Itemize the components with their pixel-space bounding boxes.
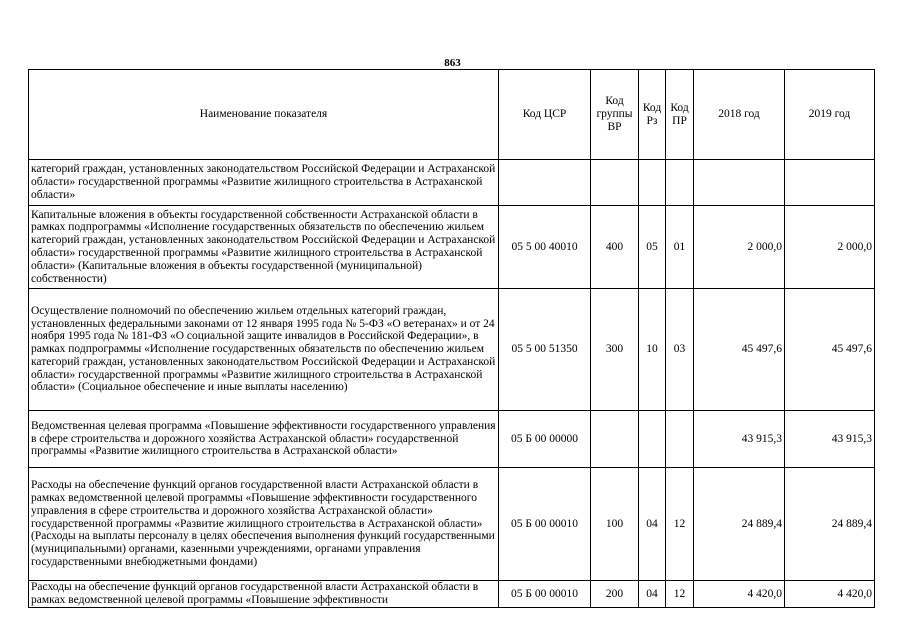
row-pr — [666, 411, 694, 468]
row-name: Капитальные вложения в объекты государственной собственности Астраханской области в рамках подпрограммы «Исполнение государственных обязательств по обеспечению жильем категорий граждан, установленных законодательством Российской Федерации и Астраханской области» государственной программы «Развитие жилищного строительства в Астраханской области» (Капитальные вложения в объекты государственной (муниципальной) собственности) — [29, 206, 499, 289]
header-2018: 2018 год — [694, 70, 785, 160]
row-name: Расходы на обеспечение функций органов государственной власти Астраханской области в рамках ведомственной целевой программы «Повышение эффективности — [29, 581, 499, 608]
row-vr — [591, 411, 639, 468]
row-csr: 05 Б 00 00010 — [499, 581, 591, 608]
row-name: Ведомственная целевая программа «Повышение эффективности государственного управления в сфере строительства и дорожного хозяйства Астраханской области» государственной программы «Развитие жилищного строительства в Астраханской области» — [29, 411, 499, 468]
table-header-row — [29, 70, 875, 160]
table-row — [29, 160, 875, 206]
row-rz — [639, 160, 666, 206]
row-pr: 12 — [666, 581, 694, 608]
row-pr: 01 — [666, 206, 694, 289]
table-row — [29, 206, 875, 289]
row-pr — [666, 160, 694, 206]
table-row — [29, 468, 875, 581]
row-csr: 05 5 00 40010 — [499, 206, 591, 289]
row-2019: 45 497,6 — [785, 289, 875, 411]
row-rz — [639, 411, 666, 468]
table-row — [29, 289, 875, 411]
row-csr: 05 5 00 51350 — [499, 289, 591, 411]
row-name: категорий граждан, установленных законодательством Российской Федерации и Астраханской области» государственной программы «Развитие жилищного строительства в Астраханской области» — [29, 160, 499, 206]
row-vr: 300 — [591, 289, 639, 411]
table-row — [29, 581, 875, 608]
row-2018: 45 497,6 — [694, 289, 785, 411]
row-2018: 4 420,0 — [694, 581, 785, 608]
row-rz: 05 — [639, 206, 666, 289]
row-pr: 12 — [666, 468, 694, 581]
table-row — [29, 411, 875, 468]
row-2019: 43 915,3 — [785, 411, 875, 468]
header-name: Наименование показателя — [29, 70, 499, 160]
row-2018: 43 915,3 — [694, 411, 785, 468]
row-vr: 200 — [591, 581, 639, 608]
row-name: Расходы на обеспечение функций органов государственной власти Астраханской области в рамках ведомственной целевой программы «Повышение эффективности государственного управления в сфере строительства и дорожного хозяйства Астраханской области» государственной программы «Развитие жилищного строительства в Астраханской области» (Расходы на выплаты персоналу в целях обеспечения выполнения функций государственными (муниципальными) органами, казенными учреждениями, органами управления государственными внебюджетными фондами) — [29, 468, 499, 581]
budget-table — [28, 69, 875, 608]
row-2018: 2 000,0 — [694, 206, 785, 289]
row-csr: 05 Б 00 00000 — [499, 411, 591, 468]
row-name: Осуществление полномочий по обеспечению жильем отдельных категорий граждан, установленных федеральными законами от 12 января 1995 года № 5-ФЗ «О ветеранах» и от 24 ноября 1995 года № 181-ФЗ «О социальной защите инвалидов в Российской Федерации», в рамках подпрограммы «Исполнение государственных обязательств по обеспечению жильем категорий граждан, установленных законодательством Российской Федерации и Астраханской области» государственной программы «Развитие жилищного строительства в Астраханской области» (Социальное обеспечение и иные выплаты населению) — [29, 289, 499, 411]
page-number: 863 — [444, 57, 461, 69]
row-2018: 24 889,4 — [694, 468, 785, 581]
header-pr: Код ПР — [666, 70, 694, 160]
row-vr — [591, 160, 639, 206]
row-rz: 10 — [639, 289, 666, 411]
row-2019 — [785, 160, 875, 206]
row-csr: 05 Б 00 00010 — [499, 468, 591, 581]
row-vr: 400 — [591, 206, 639, 289]
row-csr — [499, 160, 591, 206]
row-rz: 04 — [639, 581, 666, 608]
row-rz: 04 — [639, 468, 666, 581]
row-vr: 100 — [591, 468, 639, 581]
row-2019: 24 889,4 — [785, 468, 875, 581]
row-2019: 4 420,0 — [785, 581, 875, 608]
row-pr: 03 — [666, 289, 694, 411]
header-csr: Код ЦСР — [499, 70, 591, 160]
header-vr: Код группы ВР — [591, 70, 639, 160]
header-2019: 2019 год — [785, 70, 875, 160]
row-2018 — [694, 160, 785, 206]
header-rz: Код Рз — [639, 70, 666, 160]
row-2019: 2 000,0 — [785, 206, 875, 289]
